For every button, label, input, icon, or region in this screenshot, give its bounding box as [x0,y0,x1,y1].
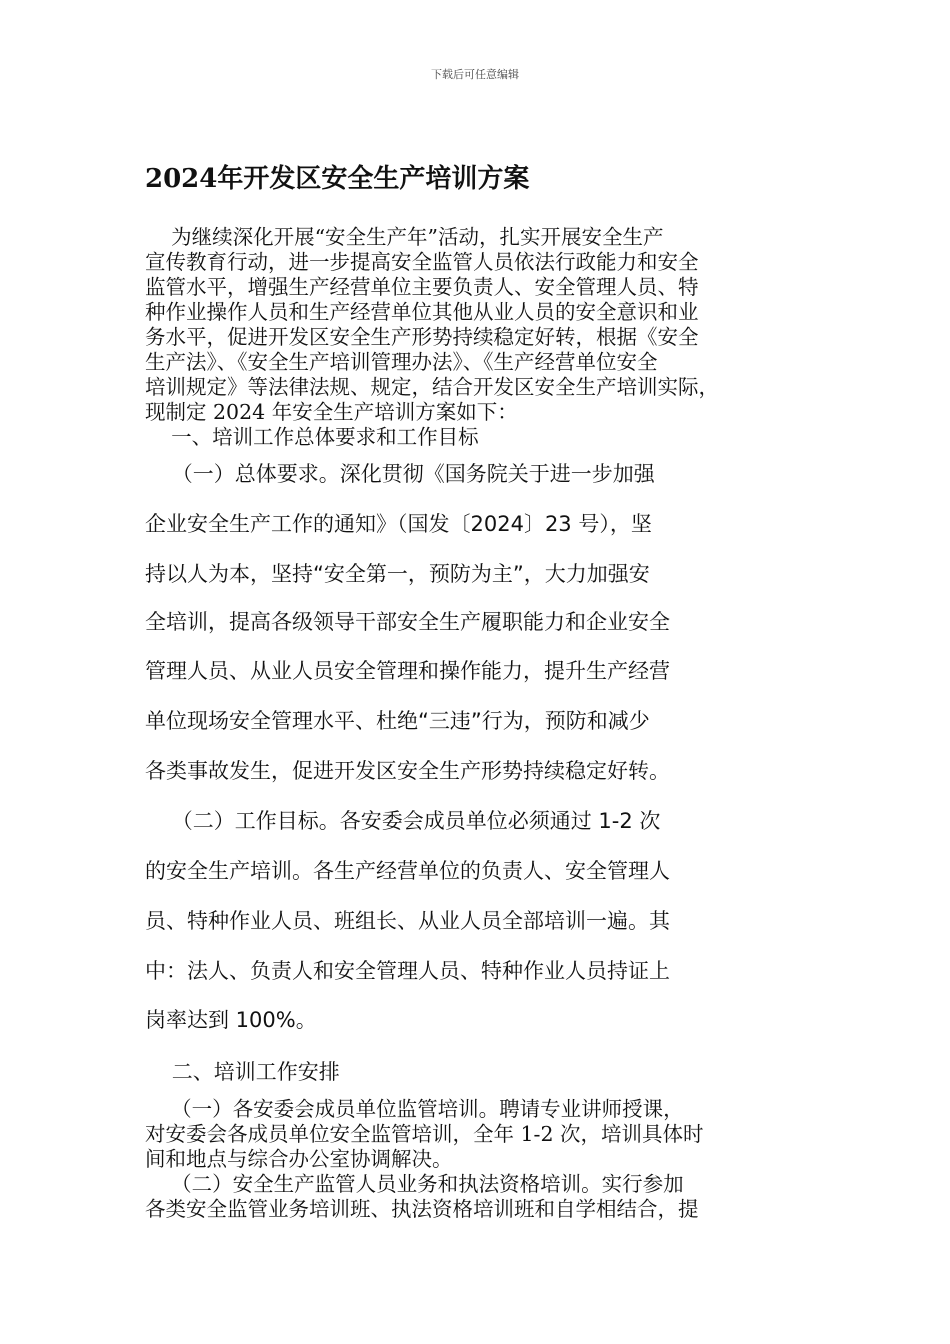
paragraph-line: 对安委会各成员单位安全监管培训，全年 1-2 次，培训具体时 [145,1122,704,1146]
intro-line: 为继续深化开展“安全生产年”活动，扎实开展安全生产 [145,225,664,249]
intro-line: 生产法》、《安全生产培训管理办法》、《生产经营单位安全 [145,350,658,374]
paragraph-line: （二）工作目标。各安委会成员单位必须通过 1-2 次 [145,809,661,833]
section-heading-1: 一、培训工作总体要求和工作目标 [145,425,479,449]
page-header: 下载后可任意编辑 [431,68,519,81]
intro-line: 监管水平，增强生产经营单位主要负责人、安全管理人员、特 [145,275,699,299]
paragraph-line: （一）各安委会成员单位监管培训。聘请专业讲师授课， [145,1097,684,1121]
paragraph-line: （二）安全生产监管人员业务和执法资格培训。实行参加 [145,1172,684,1196]
intro-line: 培训规定》等法律法规、规定，结合开发区安全生产培训实际， [145,375,719,399]
paragraph-line: 中：法人、负责人和安全管理人员、特种作业人员持证上 [145,959,670,983]
paragraph-line: 员、特种作业人员、班组长、从业人员全部培训一遍。其 [145,909,670,933]
paragraph-line: 间和地点与综合办公室协调解决。 [145,1147,453,1171]
intro-line: 种作业操作人员和生产经营单位其他从业人员的安全意识和业 [145,300,699,324]
document-title: 2024年开发区安全生产培训方案 [145,164,530,194]
intro-line: 务水平，促进开发区安全生产形势持续稳定好转，根据《安全 [145,325,699,349]
section-heading-2: 二、培训工作安排 [145,1060,340,1084]
paragraph-line: 岗率达到 100%。 [145,1008,317,1032]
paragraph-line: 企业安全生产工作的通知》（国发〔2024〕23 号），坚 [145,512,652,536]
paragraph-line: 全培训，提高各级领导干部安全生产履职能力和企业安全 [145,610,670,634]
intro-line: 宣传教育行动，进一步提高安全监管人员依法行政能力和安全 [145,250,699,274]
paragraph-line: （一）总体要求。深化贯彻《国务院关于进一步加强 [145,462,655,486]
paragraph-line: 单位现场安全管理水平、杜绝“三违”行为，预防和减少 [145,709,650,733]
paragraph-line: 管理人员、从业人员安全管理和操作能力，提升生产经营 [145,659,670,683]
paragraph-line: 各类事故发生，促进开发区安全生产形势持续稳定好转。 [145,759,670,783]
paragraph-line: 各类安全监管业务培训班、执法资格培训班和自学相结合，提 [145,1197,699,1221]
intro-line: 现制定 2024 年安全生产培训方案如下： [145,400,518,424]
paragraph-line: 的安全生产培训。各生产经营单位的负责人、安全管理人 [145,859,670,883]
paragraph-line: 持以人为本，坚持“安全第一，预防为主”，大力加强安 [145,562,650,586]
